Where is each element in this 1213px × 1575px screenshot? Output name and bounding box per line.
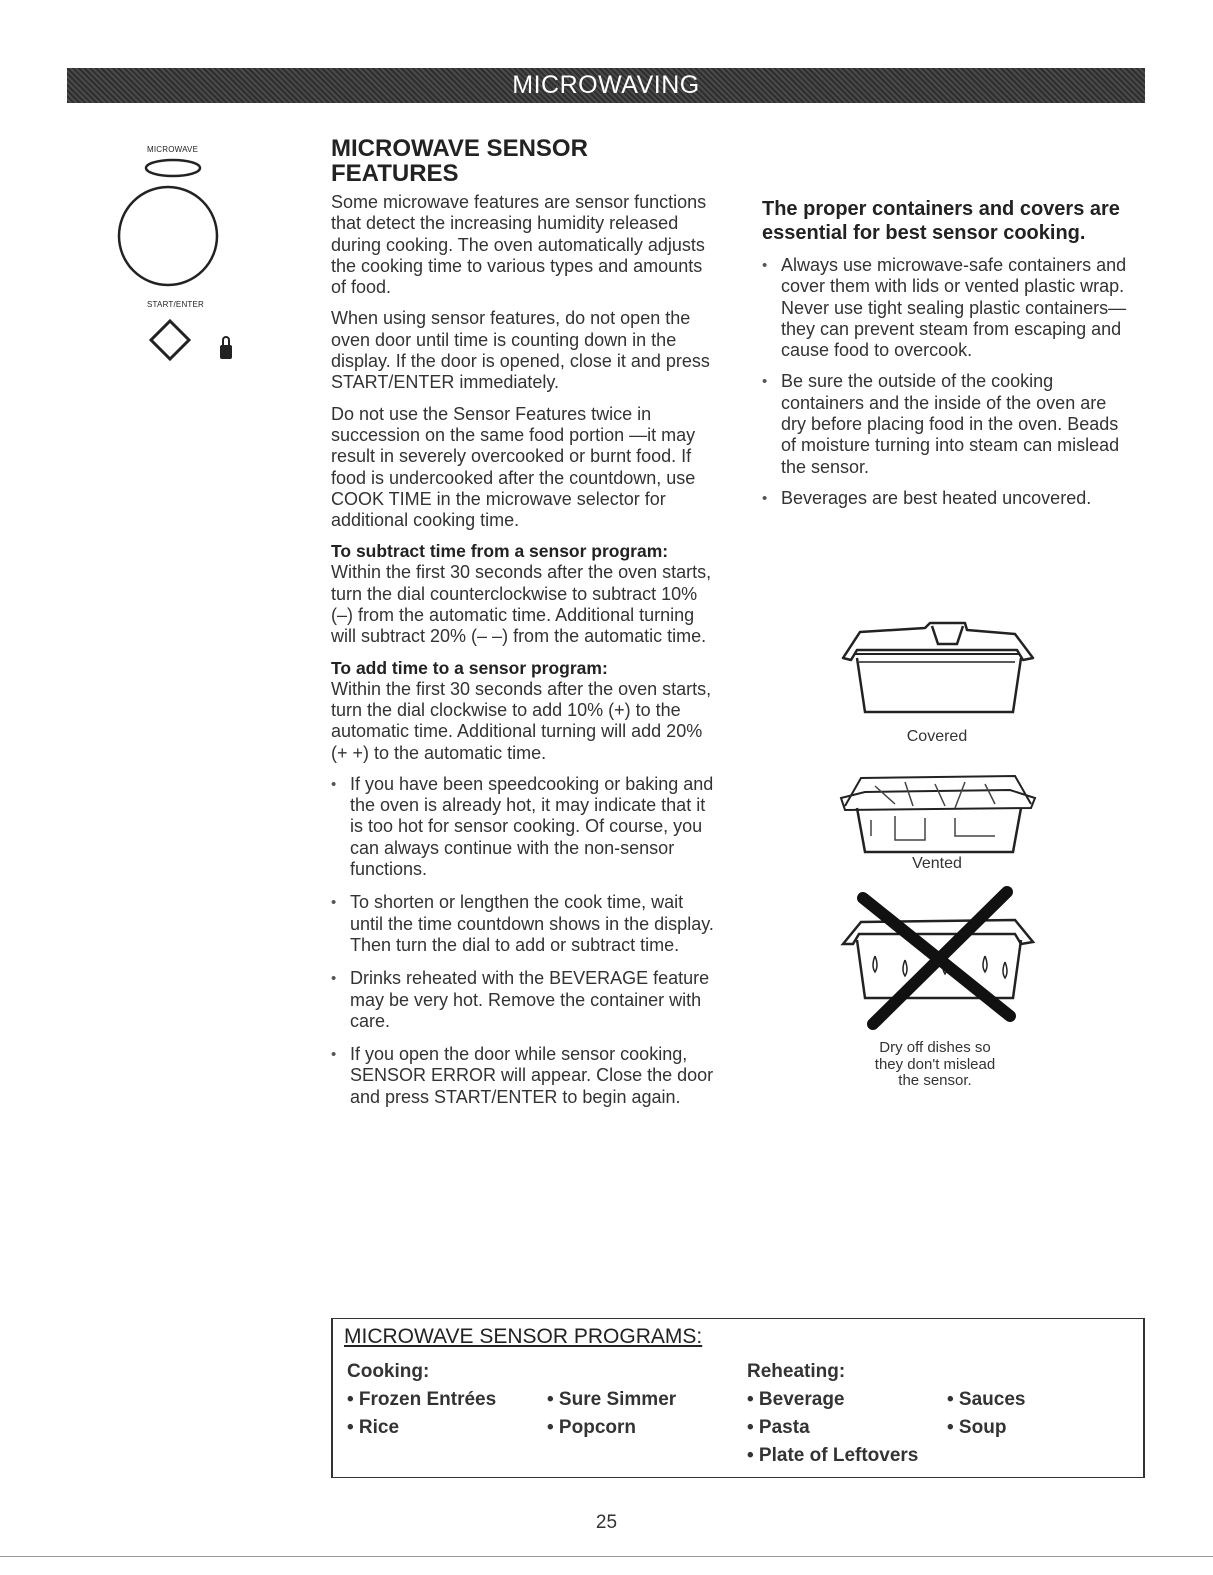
program-item: • Beverage (747, 1389, 845, 1410)
start-enter-button-icon (148, 318, 240, 364)
add-paragraph: Within the first 30 seconds after the oven starts, turn the dial clockwise to add 10% (+) to the automatic time. Additional turning will add 20% (+ +) to the automatic time. (331, 678, 712, 763)
section-banner-title: MICROWAVING (512, 71, 700, 99)
containers-list (762, 255, 1134, 509)
list-item: • Beverages are best heated uncovered. (762, 488, 1134, 509)
section-title (331, 136, 721, 186)
covered-caption: Covered (906, 728, 968, 745)
program-item: • Pasta (747, 1417, 810, 1438)
sensor-features-column (331, 136, 721, 1120)
list-item: • Always use microwave-safe containers and cover them with lids or vented plastic wrap. Never use tight sealing plastic containers—they can prevent steam from escaping and cause food to overcook. (762, 255, 1134, 361)
dry-caption-line1: Dry off dishes so (879, 1039, 991, 1056)
intro-paragraph: Some microwave features are sensor functions that detect the increasing humidity released during cooking. The oven automatically adjusts the cooking time to various types and amounts of food. (331, 192, 707, 298)
program-item: • Sure Simmer (547, 1389, 677, 1410)
containers-heading: The proper containers and covers are essential for best sensor cooking. (762, 198, 1120, 244)
twice-paragraph: Do not use the Sensor Features twice in succession on the same food portion —it may result in severely overcooked or burnt food. If food is undercooked after the countdown, use COOK TIME in the microwave selector for additional cooking time. (331, 403, 696, 531)
section-title-line2: FEATURES (331, 160, 459, 187)
containers-column (762, 198, 1134, 519)
program-item: • Soup (947, 1417, 1007, 1438)
programs-title: MICROWAVE SENSOR PROGRAMS: (344, 1325, 703, 1348)
section-title-line1: MICROWAVE SENSOR (331, 135, 588, 162)
program-item: • Plate of Leftovers (747, 1445, 919, 1466)
list-item: • If you have been speedcooking or baking and the oven is already hot, it may indicate that it is too hot for sensor cooking. Of course, you can always continue with the non-sensor functions. (331, 774, 721, 880)
door-paragraph: When using sensor features, do not open the oven door until time is counting down in the display. If the door is opened, close it and press START/ENTER immediately. (331, 308, 710, 393)
microwave-button-icon (143, 158, 203, 178)
sensor-programs-box (331, 1318, 1145, 1478)
program-item: • Frozen Entrées (347, 1389, 497, 1410)
vented-dish-icon (835, 768, 1040, 860)
list-item: • If you open the door while sensor cooking, SENSOR ERROR will appear. Close the door and press START/ENTER to begin again. (331, 1044, 721, 1108)
dial-icon (116, 184, 221, 289)
list-item: • To shorten or lengthen the cook time, wait until the time countdown shows in the display. Then turn the dial to add or subtract time. (331, 892, 721, 956)
dry-caption-line3: the sensor. (898, 1072, 972, 1089)
section-banner (67, 68, 1145, 103)
reheating-heading: Reheating: (747, 1361, 846, 1382)
cooking-heading: Cooking: (347, 1361, 430, 1382)
list-item: • Be sure the outside of the cooking containers and the inside of the oven are dry before placing food in the oven. Beads of moisture turning into steam can mislead the sensor. (762, 371, 1134, 477)
wet-dish-crossed-icon (835, 886, 1040, 1036)
program-item: • Rice (347, 1417, 400, 1438)
footer-divider (0, 1556, 1213, 1557)
sensor-notes-list (331, 774, 721, 1108)
microwave-button-label: MICROWAVE (147, 145, 199, 154)
list-item: • Drinks reheated with the BEVERAGE feature may be very hot. Remove the container with care. (331, 968, 721, 1032)
add-heading: To add time to a sensor program: (331, 657, 608, 678)
page-number: 25 (595, 1512, 618, 1533)
covered-dish-icon (835, 620, 1040, 720)
dry-dishes-caption (855, 1040, 1015, 1090)
start-enter-button-label: START/ENTER (147, 300, 205, 309)
program-item: • Popcorn (547, 1417, 636, 1438)
program-item: • Sauces (947, 1389, 1026, 1410)
subtract-paragraph: Within the first 30 seconds after the oven starts, turn the dial counterclockwise to subtract 10% (–) from the automatic time. Additional turning will subtract 20% (– –) from the automatic time. (331, 562, 712, 647)
dry-caption-line2: they don't mislead (874, 1055, 996, 1073)
subtract-heading: To subtract time from a sensor program: (331, 541, 669, 562)
vented-caption: Vented (912, 855, 962, 872)
